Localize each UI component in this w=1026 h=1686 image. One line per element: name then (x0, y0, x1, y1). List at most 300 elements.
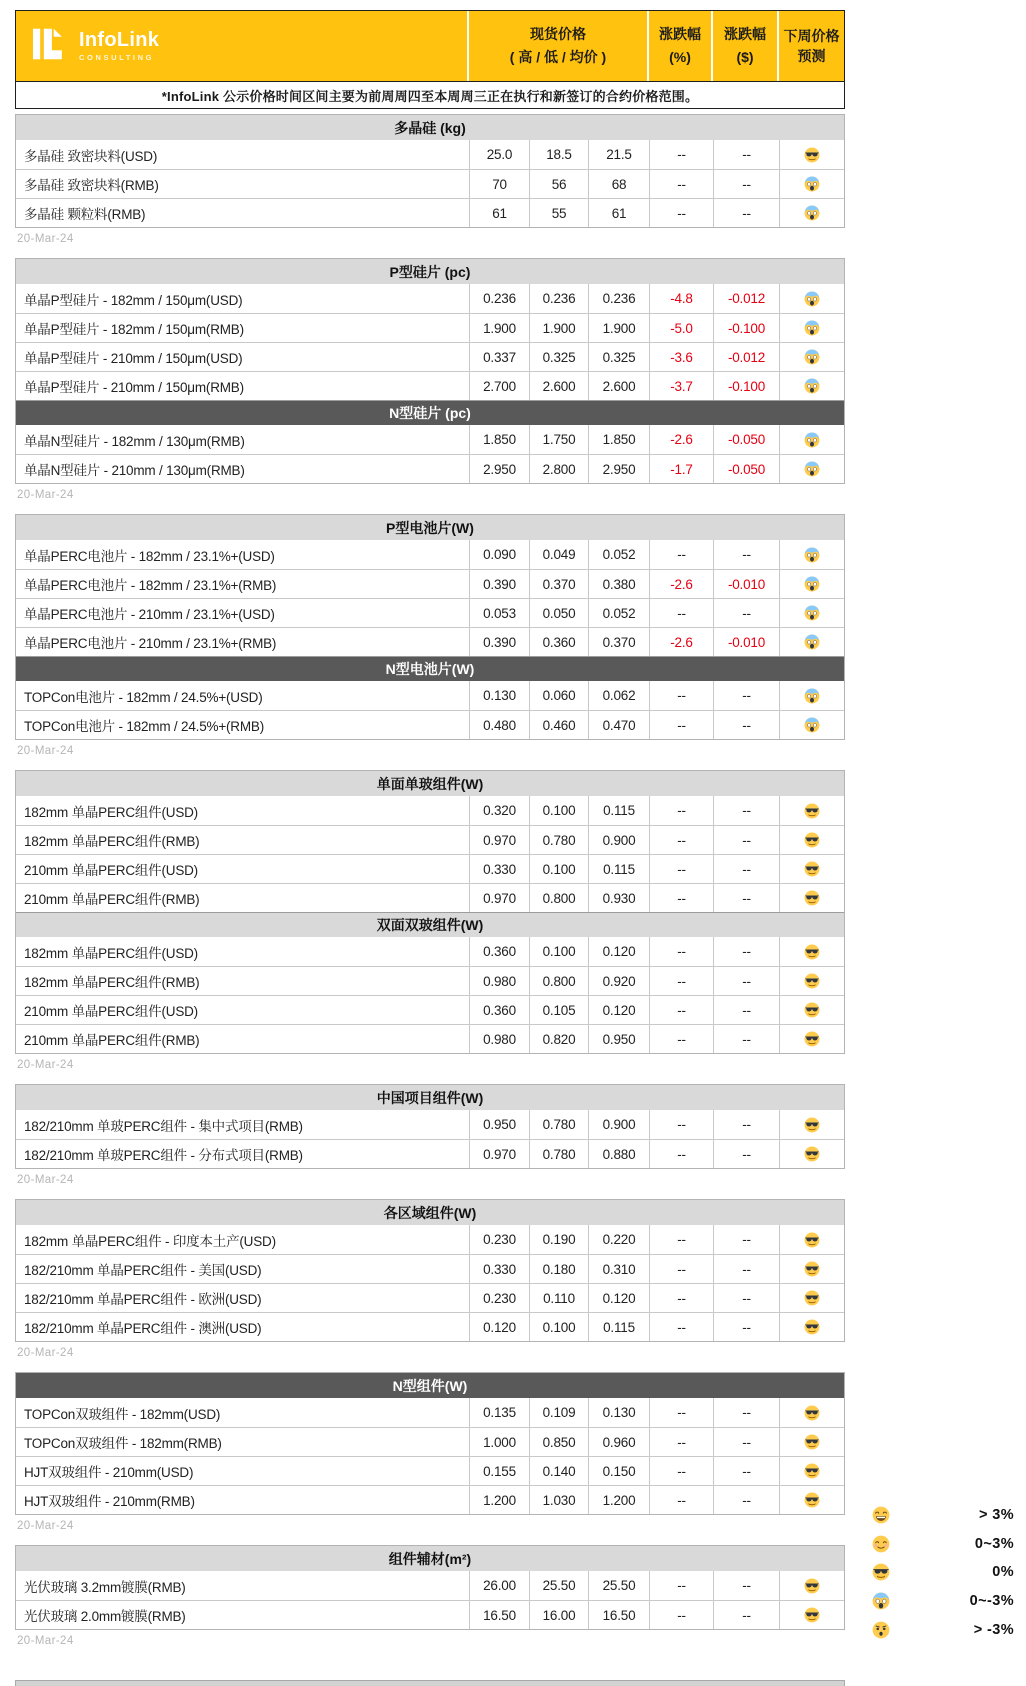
spot-price-title: 现货价格 (530, 25, 586, 42)
price-avg: 1.900 (588, 314, 649, 342)
screaming-face-icon (804, 605, 820, 621)
table-row (16, 1225, 844, 1254)
change-usd: -- (713, 1025, 779, 1053)
price-low: 0.060 (529, 681, 588, 710)
change-percent: -- (649, 1225, 713, 1254)
change-percent: -- (649, 1313, 713, 1341)
forecast-cell (779, 140, 844, 169)
sunglasses-face-icon (804, 803, 820, 819)
screaming-face-icon (804, 688, 820, 704)
product-name: 182mm 单晶PERC组件(RMB) (24, 834, 200, 849)
table-row (16, 313, 844, 342)
table-row (16, 1110, 844, 1139)
price-high: 16.50 (469, 1601, 529, 1629)
sunglasses-face-icon (804, 1463, 820, 1479)
price-table (15, 10, 845, 1660)
price-low: 0.109 (529, 1398, 588, 1427)
section-header: N型电池片(W) (16, 656, 844, 681)
sunglasses-face-icon (804, 1434, 820, 1450)
sunglasses-face-icon (804, 1031, 820, 1047)
price-low: 2.800 (529, 455, 588, 483)
change-usd-unit: ($) (736, 49, 754, 65)
price-avg: 1.850 (588, 425, 649, 454)
change-usd: -- (713, 796, 779, 825)
forecast-cell (779, 1225, 844, 1254)
price-avg: 68 (588, 170, 649, 198)
price-avg: 0.880 (588, 1140, 649, 1168)
sunglasses-face-icon (804, 1002, 820, 1018)
price-high: 26.00 (469, 1571, 529, 1600)
date-label: 20-Mar-24 (17, 233, 74, 245)
date-label: 20-Mar-24 (17, 489, 74, 501)
change-percent: -- (649, 711, 713, 739)
price-low: 16.00 (529, 1601, 588, 1629)
product-name: 210mm 单晶PERC组件(RMB) (24, 892, 200, 907)
change-percent: -5.0 (649, 314, 713, 342)
product-name: 182/210mm 单玻PERC组件 - 分布式项目(RMB) (24, 1148, 303, 1163)
price-avg: 16.50 (588, 1601, 649, 1629)
forecast-cell (779, 199, 844, 227)
change-percent: -- (649, 681, 713, 710)
price-table-block (15, 1199, 845, 1342)
change-usd: -- (713, 1398, 779, 1427)
forecast-cell (779, 855, 844, 883)
table-row (16, 710, 844, 739)
forecast-cell (779, 425, 844, 454)
price-low: 0.100 (529, 855, 588, 883)
legend-label: 0~-3% (969, 1593, 1014, 1610)
product-name: 多晶硅 致密块料(RMB) (24, 178, 159, 193)
price-high: 0.230 (469, 1284, 529, 1312)
price-table-block (15, 114, 845, 228)
price-avg: 0.930 (588, 884, 649, 912)
forecast-cell (779, 628, 844, 656)
screaming-face-icon (804, 349, 820, 365)
change-usd: -- (713, 826, 779, 854)
section-header: P型硅片 (pc) (16, 259, 844, 284)
table-row (16, 1312, 844, 1341)
price-table-block (15, 1084, 845, 1169)
smiling-face-icon (872, 1535, 890, 1553)
column-header-spot-price (469, 11, 649, 81)
change-percent: -- (649, 1601, 713, 1629)
price-avg: 0.115 (588, 855, 649, 883)
price-low: 0.236 (529, 284, 588, 313)
price-low: 0.780 (529, 826, 588, 854)
change-usd: -- (713, 1428, 779, 1456)
table-row (16, 937, 844, 966)
sunglasses-face-icon (804, 1290, 820, 1306)
change-percent: -3.6 (649, 343, 713, 371)
change-usd: -- (713, 711, 779, 739)
price-high: 0.980 (469, 967, 529, 995)
sunglasses-face-icon (804, 832, 820, 848)
forecast-cell (779, 1313, 844, 1341)
shocked-face-icon (872, 1621, 890, 1639)
legend-label: > -3% (973, 1621, 1014, 1638)
forecast-cell (779, 455, 844, 483)
change-usd: -0.012 (713, 343, 779, 371)
price-low: 0.820 (529, 1025, 588, 1053)
change-usd: -- (713, 967, 779, 995)
change-percent: -2.6 (649, 570, 713, 598)
price-avg: 0.370 (588, 628, 649, 656)
price-table-block (15, 1372, 845, 1515)
change-percent: -- (649, 1486, 713, 1514)
table-row (16, 1456, 844, 1485)
price-low: 0.110 (529, 1284, 588, 1312)
price-high: 0.155 (469, 1457, 529, 1485)
price-low: 1.750 (529, 425, 588, 454)
price-avg: 0.052 (588, 599, 649, 627)
price-avg: 61 (588, 199, 649, 227)
change-percent: -- (649, 1428, 713, 1456)
price-low: 18.5 (529, 140, 588, 169)
price-avg: 2.600 (588, 372, 649, 400)
price-high: 0.090 (469, 540, 529, 569)
change-percent: -- (649, 1140, 713, 1168)
price-low: 0.105 (529, 996, 588, 1024)
date-label: 20-Mar-24 (17, 1347, 74, 1359)
sunglasses-face-icon (804, 1319, 820, 1335)
change-percent: -- (649, 540, 713, 569)
product-name: 210mm 单晶PERC组件(USD) (24, 863, 198, 878)
forecast-cell (779, 1486, 844, 1514)
change-usd: -- (713, 1571, 779, 1600)
price-low: 0.100 (529, 1313, 588, 1341)
sunglasses-face-icon (804, 944, 820, 960)
forecast-cell (779, 284, 844, 313)
forecast-cell (779, 937, 844, 966)
section-header: P型电池片(W) (16, 515, 844, 540)
price-high: 0.980 (469, 1025, 529, 1053)
price-avg: 0.920 (588, 967, 649, 995)
screaming-face-icon (804, 320, 820, 336)
change-usd: -0.050 (713, 425, 779, 454)
price-high: 0.970 (469, 1140, 529, 1168)
product-name: 单晶N型硅片 - 182mm / 130μm(RMB) (24, 433, 245, 449)
change-usd: -- (713, 1255, 779, 1283)
price-low: 2.600 (529, 372, 588, 400)
table-row (16, 883, 844, 912)
change-usd: -0.050 (713, 455, 779, 483)
price-avg: 0.062 (588, 681, 649, 710)
change-percent: -- (649, 140, 713, 169)
price-high: 1.900 (469, 314, 529, 342)
price-low: 55 (529, 199, 588, 227)
table-row (16, 198, 844, 227)
table-row (16, 454, 844, 483)
forecast-cell (779, 1457, 844, 1485)
price-high: 0.120 (469, 1313, 529, 1341)
price-high: 2.950 (469, 455, 529, 483)
change-percent: -- (649, 937, 713, 966)
forecast-cell (779, 1025, 844, 1053)
product-name: 210mm 单晶PERC组件(USD) (24, 1004, 198, 1019)
price-high: 0.390 (469, 628, 529, 656)
price-high: 0.330 (469, 1255, 529, 1283)
price-low: 0.325 (529, 343, 588, 371)
change-usd: -- (713, 937, 779, 966)
price-avg: 0.150 (588, 1457, 649, 1485)
change-usd: -- (713, 170, 779, 198)
product-name: 182mm 单晶PERC组件(USD) (24, 945, 198, 961)
screaming-face-icon (872, 1592, 890, 1610)
section-header: 组件辅材(m²) (16, 1546, 844, 1571)
change-usd: -- (713, 1601, 779, 1629)
partial-next-section-header (15, 1680, 845, 1686)
forecast-cell (779, 599, 844, 627)
price-high: 0.236 (469, 284, 529, 313)
grinning-face-icon (872, 1506, 890, 1524)
forecast-cell (779, 314, 844, 342)
screaming-face-icon (804, 634, 820, 650)
legend-label: > 3% (978, 1507, 1014, 1524)
change-usd: -- (713, 1140, 779, 1168)
price-avg: 0.115 (588, 796, 649, 825)
product-name: 182/210mm 单晶PERC组件 - 欧洲(USD) (24, 1292, 262, 1307)
table-row (16, 425, 844, 454)
change-usd: -- (713, 1110, 779, 1139)
legend-item (872, 1501, 1014, 1530)
date-label: 20-Mar-24 (17, 1059, 74, 1071)
change-percent: -- (649, 855, 713, 883)
change-usd: -0.012 (713, 284, 779, 313)
price-avg: 0.120 (588, 996, 649, 1024)
price-avg: 25.50 (588, 1571, 649, 1600)
price-avg: 0.470 (588, 711, 649, 739)
forecast-cell (779, 884, 844, 912)
screaming-face-icon (804, 378, 820, 394)
price-low: 0.190 (529, 1225, 588, 1254)
screaming-face-icon (804, 547, 820, 563)
product-name: 单晶PERC电池片 - 182mm / 23.1%+(USD) (24, 548, 275, 564)
product-name: 单晶N型硅片 - 210mm / 130μm(RMB) (24, 463, 245, 478)
product-name: 182mm 单晶PERC组件 - 印度本土产(USD) (24, 1233, 276, 1249)
table-row (16, 681, 844, 710)
change-percent: -- (649, 1398, 713, 1427)
screaming-face-icon (804, 291, 820, 307)
forecast-cell (779, 1284, 844, 1312)
price-high: 0.337 (469, 343, 529, 371)
section-header: 多晶硅 (kg) (16, 115, 844, 140)
forecast-cell (779, 1398, 844, 1427)
change-percent: -- (649, 967, 713, 995)
change-percent: -- (649, 1457, 713, 1485)
table-row (16, 598, 844, 627)
legend-item (872, 1558, 1014, 1587)
product-name: 单晶P型硅片 - 182mm / 150μm(USD) (24, 292, 243, 308)
section-header: 单面单玻组件(W) (16, 771, 844, 796)
change-percent: -- (649, 996, 713, 1024)
spot-price-subtitle: ( 高 / 低 / 均价 ) (509, 49, 607, 65)
product-name: 单晶PERC电池片 - 210mm / 23.1%+(USD) (24, 607, 275, 622)
table-row (16, 966, 844, 995)
sunglasses-face-icon (804, 1405, 820, 1421)
price-period-note: *InfoLink 公示价格时间区间主要为前周周四至本周周三正在执行和新签订的合约价格范围。 (16, 81, 844, 108)
forecast-title-line2: 预测 (797, 48, 826, 64)
infolink-logo-icon (32, 26, 70, 67)
price-avg: 0.960 (588, 1428, 649, 1456)
product-name: 光伏玻璃 3.2mm镀膜(RMB) (24, 1579, 186, 1595)
change-usd: -- (713, 681, 779, 710)
brand-text (79, 30, 159, 62)
sunglasses-face-icon (804, 973, 820, 989)
change-percent: -- (649, 1284, 713, 1312)
product-name: 182mm 单晶PERC组件(USD) (24, 804, 198, 820)
change-percent: -- (649, 796, 713, 825)
sunglasses-face-icon (872, 1563, 890, 1581)
table-row (16, 569, 844, 598)
product-name: 单晶P型硅片 - 182mm / 150μm(RMB) (24, 322, 244, 337)
change-usd: -- (713, 199, 779, 227)
price-high: 1.000 (469, 1428, 529, 1456)
change-usd: -- (713, 540, 779, 569)
product-name: 多晶硅 颗粒料(RMB) (24, 207, 146, 222)
price-avg: 0.115 (588, 1313, 649, 1341)
legend-item (872, 1587, 1014, 1616)
price-high: 0.360 (469, 996, 529, 1024)
column-header-change-usd (713, 11, 779, 81)
date-label: 20-Mar-24 (17, 1174, 74, 1186)
forecast-cell (779, 1255, 844, 1283)
product-name: 210mm 单晶PERC组件(RMB) (24, 1033, 200, 1048)
table-row (16, 1024, 844, 1053)
change-usd: -- (713, 1284, 779, 1312)
forecast-cell (779, 343, 844, 371)
change-usd: -- (713, 140, 779, 169)
price-high: 0.480 (469, 711, 529, 739)
change-usd: -- (713, 1486, 779, 1514)
price-avg: 1.200 (588, 1486, 649, 1514)
price-avg: 0.325 (588, 343, 649, 371)
price-low: 0.850 (529, 1428, 588, 1456)
price-high: 2.700 (469, 372, 529, 400)
forecast-cell (779, 796, 844, 825)
price-table-block (15, 770, 845, 1054)
sunglasses-face-icon (804, 1117, 820, 1133)
brand-logo (16, 11, 469, 81)
price-high: 0.130 (469, 681, 529, 710)
price-high: 0.230 (469, 1225, 529, 1254)
forecast-cell (779, 372, 844, 400)
price-avg: 0.130 (588, 1398, 649, 1427)
table-row (16, 1485, 844, 1514)
price-avg: 0.310 (588, 1255, 649, 1283)
sunglasses-face-icon (804, 1578, 820, 1594)
price-high: 0.360 (469, 937, 529, 966)
price-low: 56 (529, 170, 588, 198)
table-row (16, 1283, 844, 1312)
sunglasses-face-icon (804, 147, 820, 163)
forecast-cell (779, 711, 844, 739)
price-high: 0.970 (469, 826, 529, 854)
price-avg: 0.120 (588, 937, 649, 966)
table-row (16, 169, 844, 198)
table-row (16, 371, 844, 400)
section-header: N型组件(W) (16, 1373, 844, 1398)
change-percent: -- (649, 599, 713, 627)
change-percent: -- (649, 1025, 713, 1053)
product-name: 单晶PERC电池片 - 182mm / 23.1%+(RMB) (24, 578, 277, 593)
change-percent: -- (649, 1571, 713, 1600)
price-avg: 0.380 (588, 570, 649, 598)
product-name: 光伏玻璃 2.0mm镀膜(RMB) (24, 1609, 186, 1624)
price-low: 0.800 (529, 967, 588, 995)
change-usd: -0.100 (713, 372, 779, 400)
table-row (16, 1571, 844, 1600)
forecast-cell (779, 1140, 844, 1168)
date-label: 20-Mar-24 (17, 1635, 74, 1647)
price-high: 0.320 (469, 796, 529, 825)
price-low: 0.800 (529, 884, 588, 912)
change-usd: -0.010 (713, 628, 779, 656)
product-name: 单晶PERC电池片 - 210mm / 23.1%+(RMB) (24, 636, 277, 651)
price-low: 0.780 (529, 1110, 588, 1139)
change-usd: -- (713, 855, 779, 883)
screaming-face-icon (804, 461, 820, 477)
price-avg: 0.220 (588, 1225, 649, 1254)
sunglasses-face-icon (804, 1607, 820, 1623)
date-label: 20-Mar-24 (17, 1520, 74, 1532)
price-avg: 0.900 (588, 826, 649, 854)
product-name: 182/210mm 单晶PERC组件 - 澳洲(USD) (24, 1321, 262, 1336)
price-high: 1.850 (469, 425, 529, 454)
sunglasses-face-icon (804, 1261, 820, 1277)
legend-item (872, 1615, 1014, 1644)
price-high: 1.200 (469, 1486, 529, 1514)
change-usd: -- (713, 1225, 779, 1254)
price-high: 0.970 (469, 884, 529, 912)
change-percent: -- (649, 170, 713, 198)
forecast-cell (779, 570, 844, 598)
price-high: 0.135 (469, 1398, 529, 1427)
price-high: 70 (469, 170, 529, 198)
section-header: N型硅片 (pc) (16, 400, 844, 425)
table-header (16, 11, 844, 81)
sunglasses-face-icon (804, 1232, 820, 1248)
change-usd-title: 涨跌幅 (724, 25, 766, 42)
table-row (16, 1139, 844, 1168)
change-percent: -- (649, 826, 713, 854)
change-usd: -- (713, 884, 779, 912)
change-usd: -- (713, 599, 779, 627)
price-avg: 21.5 (588, 140, 649, 169)
change-percent: -2.6 (649, 628, 713, 656)
price-low: 0.050 (529, 599, 588, 627)
product-name: HJT双玻组件 - 210mm(RMB) (24, 1494, 195, 1509)
price-avg: 0.950 (588, 1025, 649, 1053)
product-name: TOPCon双玻组件 - 182mm(USD) (24, 1406, 221, 1422)
sunglasses-face-icon (804, 890, 820, 906)
price-high: 0.950 (469, 1110, 529, 1139)
product-name: TOPCon电池片 - 182mm / 24.5%+(RMB) (24, 719, 264, 734)
sunglasses-face-icon (804, 1492, 820, 1508)
change-usd: -- (713, 1457, 779, 1485)
price-high: 61 (469, 199, 529, 227)
price-avg: 2.950 (588, 455, 649, 483)
legend-label: 0~3% (974, 1535, 1014, 1552)
forecast-legend (872, 1501, 1014, 1644)
forecast-cell (779, 681, 844, 710)
price-avg: 0.120 (588, 1284, 649, 1312)
change-percent: -- (649, 199, 713, 227)
table-row (16, 627, 844, 656)
product-name: 单晶P型硅片 - 210mm / 150μm(USD) (24, 351, 243, 366)
product-name: 多晶硅 致密块料(USD) (24, 148, 158, 164)
forecast-cell (779, 170, 844, 198)
forecast-cell (779, 1601, 844, 1629)
